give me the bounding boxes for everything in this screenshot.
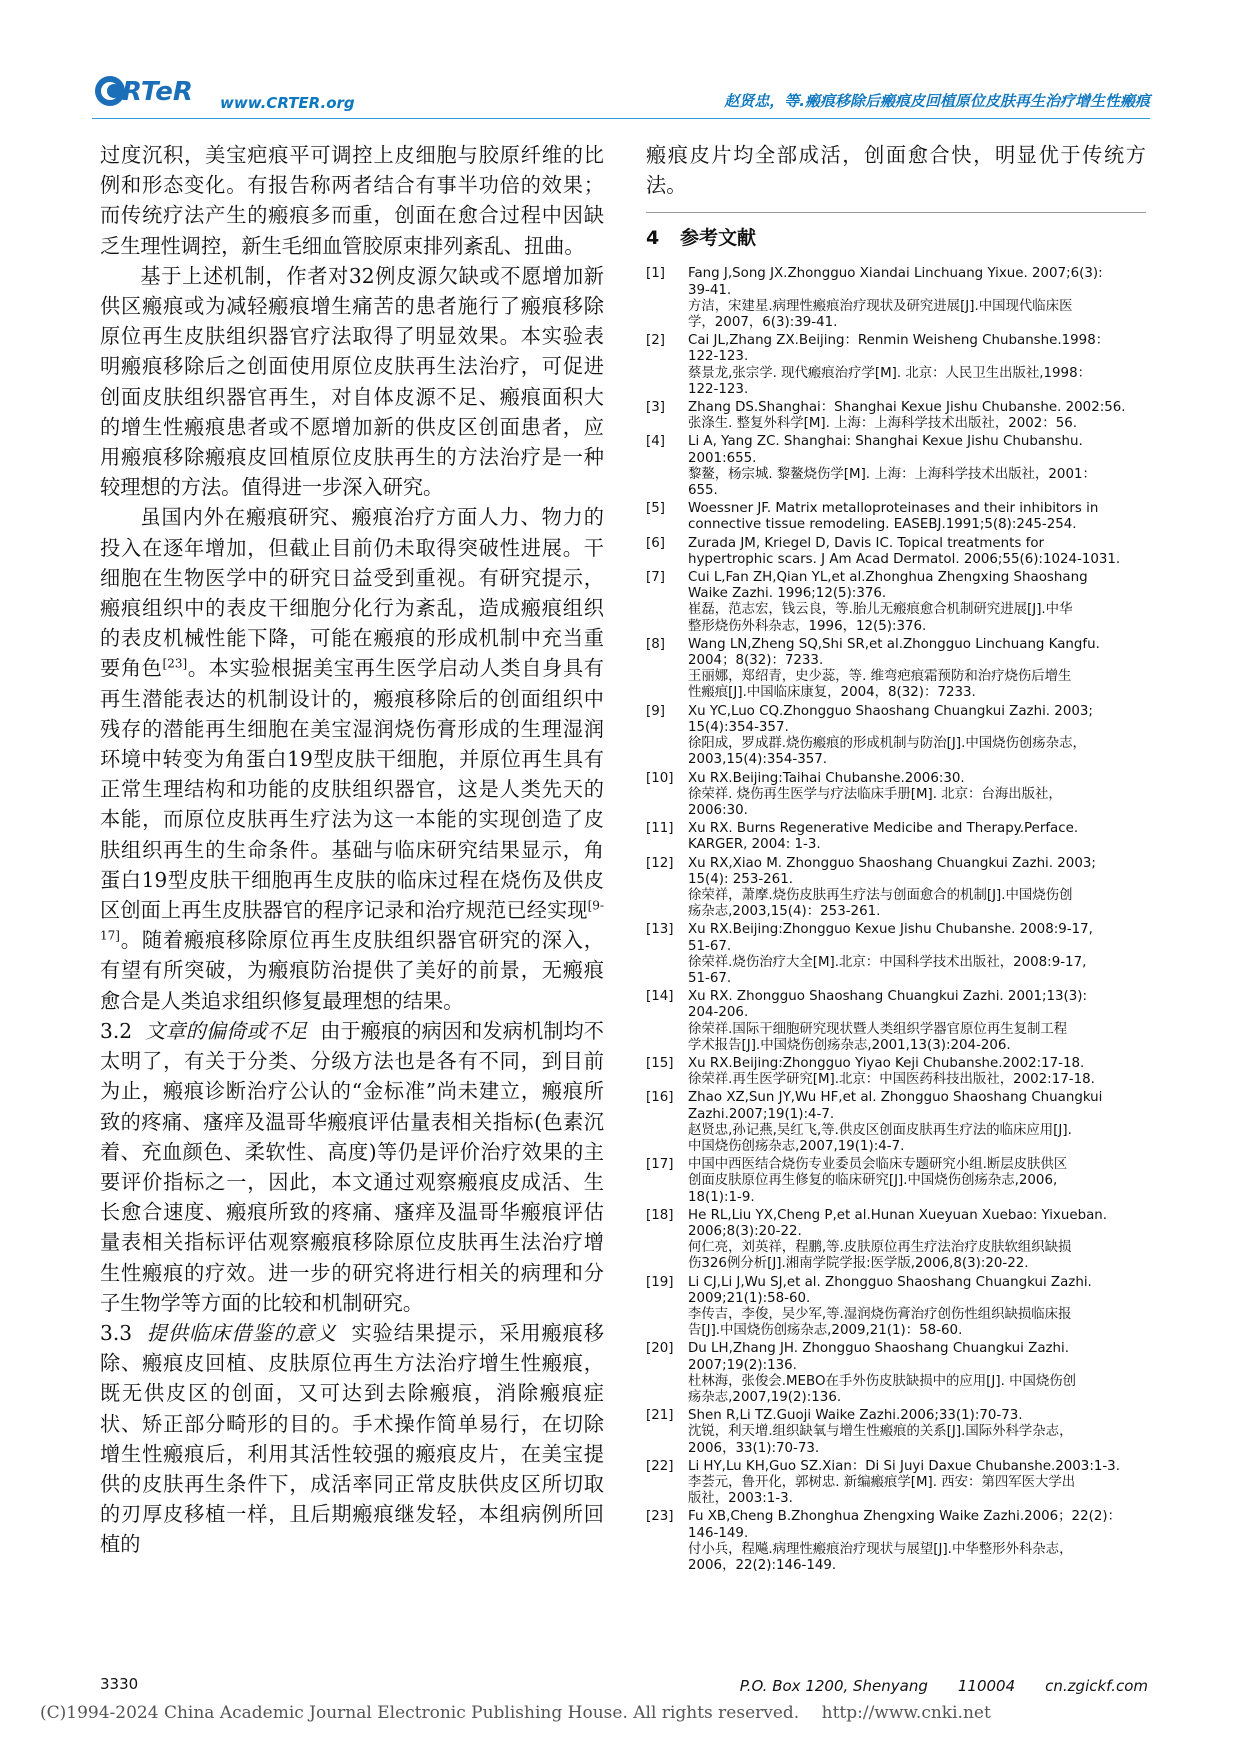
reference-number: [12] [646,855,674,871]
reference-number: [11] [646,821,674,837]
reference-number: [1] [646,266,665,282]
reference-number: [21] [646,1408,674,1424]
reference-number: [23] [646,1509,674,1525]
reference-item [646,922,1146,987]
reference-item [646,536,1146,568]
section-title: 提供临床借鉴的意义 [146,1320,337,1345]
reference-item [646,1509,1146,1574]
reference-number: [3] [646,400,665,416]
reference-text: Wang LN,Zheng SQ,Shi SR,et al.Zhongguo Linchuang Kangfu. 2004；8(32)：7233. 王丽娜，郑绍青，史少蕊，等. 维弯疤痕霜预防和治疗烧伤后增生 性瘢痕[J].中国临床康复，2004，8(32)：7233. [688,636,1100,701]
citation: [23] [162,656,188,671]
reference-number: [18] [646,1207,674,1223]
reference-text: Shen R,Li TZ.Guoji Waike Zazhi.2006;33(1):70-73. 沈锐，利天增.组织缺氧与增生性瘢痕的关系[J].国际外科学杂志， 2006，33(1):70-73. [688,1408,1073,1456]
paragraph: 过度沉积，美宝疤痕平可调控上皮细胞与胶原纤维的比例和形态变化。有报告称两者结合有事半功倍的效果；而传统疗法产生的瘢痕多而重，创面在愈合过程中因缺乏生理性调控，新生毛细血管胶原束排列紊乱、扭曲。 [100,143,604,258]
reference-text: Fang J,Song JX.Zhongguo Xiandai Linchuang Yixue. 2007;6(3): 39-41. 方洁，宋建星.病理性瘢痕治疗现状及研究进展[J].中国现代临床医 学，2007，6(3):39-41. [688,266,1103,331]
reference-item [646,434,1146,499]
reference-number: [10] [646,770,674,786]
reference-text: Zhao XZ,Sun JY,Wu HF,et al. Zhongguo Shaoshang Chuangkui Zazhi.2007;19(1):4-7. 赵贤忠,孙记燕,吴红飞,等.供皮区创面皮肤再生疗法的临床应用[J]. 中国烧伤创疡杂志,2007,19(1):4-7. [688,1090,1103,1154]
site-url[interactable]: www.CRTER.org [220,94,355,112]
page-header [92,66,1150,119]
reference-text: Zurada JM, Kriegel D, Davis IC. Topical treatments for hypertrophic scars. J Am Acad Dermatol. 2006;55(6):1024-1031. [688,535,1121,567]
reference-number: [17] [646,1157,674,1173]
reference-text: Xu RX.Beijing:Zhongguo Kexue Jishu Chubanshe. 2008:9-17, 51-67. 徐荣祥.烧伤治疗大全[M].北京：中国科学技术出版社，2008:9-17, 51-67. [688,922,1093,986]
reference-text: Zhang DS.Shanghai：Shanghai Kexue Jishu Chubanshe. 2002:56. 张涤生. 整复外科学[M]. 上海：上海科学技术出版社，2002：56. [688,400,1126,432]
svg-text:RTeR: RTeR [122,77,193,107]
section-3-3: 3.3 提供临床借鉴的意义 实验结果提示，采用瘢痕移除、瘢痕皮回植、皮肤原位再生方法治疗增生性瘢痕，既无供皮区的创面，又可达到去除瘢痕，消除瘢痕症状、矫正部分畸形的目的。手术操作简单易行，在切除增生性瘢痕后，利用其活性较强的瘢痕皮片，在美宝提供的皮肤再生条件下，成活率同正常皮肤供皮区所切取的刃厚皮移植一样，且后期瘢痕继发轻，本组病例所回植的 [100,1320,604,1557]
reference-item [646,333,1146,398]
reference-text: 中国中西医结合烧伤专业委员会临床专题研究小组.断层皮肤供区 创面皮肤原位再生修复的临床研究[J].中国烧伤创疡杂志,2006, 18(1):1-9. [688,1157,1068,1205]
reference-item [646,1056,1146,1088]
reference-text: Fu XB,Cheng B.Zhonghua Zhengxing Waike Zazhi.2006；22(2)： 146-149. 付小兵，程飚.病理性瘢痕治疗现状与展望[J].中华整形外科杂志， 2006，22(2):146-149. [688,1509,1121,1574]
reference-item [646,1275,1146,1340]
reference-number: [4] [646,434,665,450]
page-number: 3330 [100,1675,139,1693]
reference-number: [19] [646,1274,674,1290]
crter-logo-icon [92,70,222,112]
paragraph: 瘢痕皮片均全部成活，创面愈合快，明显优于传统方法。 [646,143,1146,198]
section-title: 文章的偏倚或不足 [145,1018,308,1043]
paragraph: 基于上述机制，作者对32例皮源欠缺或不愿增加新供区瘢痕或为减轻瘢痕增生痛苦的患者施行了瘢痕移除原位再生皮肤组织器官疗法取得了明显效果。本实验表明瘢痕移除后之创面使用原位皮肤再生法治疗，可促进创面皮肤组织器官再生，对自体皮源不足、瘢痕面积大的增生性瘢痕患者或不愿增加新的供皮区创面患者，应用瘢痕移除瘢痕皮回植原位皮肤再生的方法治疗是一种较理想的方法。值得进一步深入研究。 [100,263,604,500]
reference-item [646,570,1146,635]
right-column [646,140,1146,1576]
reference-number: [16] [646,1090,674,1106]
section-3-2: 3.2 文章的偏倚或不足 由于瘢痕的病因和发病机制均不太明了，有关于分类、分级方法也是各有不同，到目前为止，瘢痕诊断治疗公认的“金标准”尚未建立，瘢痕所致的疼痛、瘙痒及温哥华瘢痕评估量表相关指标(色素沉着、充血颜色、柔软性、高度)等仍是评价治疗效果的主要评价指标之一，因此，本文通过观察瘢痕皮成活、生长愈合速度、瘢痕所致的疼痛、瘙痒及温哥华瘢痕评估量表相关指标评估观察瘢痕移除原位皮肤再生法治疗增生性瘢痕的疗效。进一步的研究将进行相关的病理和分子生物学等方面的比较和机制研究。 [100,1018,604,1315]
reference-number: [22] [646,1458,674,1474]
reference-item [646,771,1146,820]
reference-number: [8] [646,636,665,652]
reference-text: Cui L,Fan ZH,Qian YL,et al.Zhonghua Zhengxing Shaoshang Waike Zazhi. 1996;12(5):376. 崔磊，范志宏，钱云良，等.胎儿无瘢痕愈合机制研究进展[J].中华 整形烧伤外科杂志，1996，12(5):376. [688,570,1088,634]
running-title: 赵贤忠，等.瘢痕移除后瘢痕皮回植原位皮肤再生治疗增生性瘢痕 [724,92,1150,110]
reference-item [646,1090,1146,1155]
reference-number: [9] [646,703,665,719]
reference-number: [5] [646,501,665,517]
reference-number: [13] [646,922,674,938]
reference-number: [7] [646,570,665,586]
paragraph: 虽国内外在瘢痕研究、瘢痕治疗方面人力、物力的投入在逐年增加，但截止目前仍未取得突破性进展。干细胞在生物医学中的研究日益受到重视。有研究提示，瘢痕组织中的表皮干细胞分化行为紊乱，造成瘢痕组织的表皮机械性能下降，可能在瘢痕的形成机制中充当重要角色[23]。本实验根据美宝再生医学启动人类自身具有再生潜能表达的机制设计的，瘢痕移除后的创面组织中残存的潜能再生细胞在美宝湿润烧伤膏形成的生理湿润环境中转变为角蛋白19型皮肤干细胞，并原位再生具有正常生理结构和功能的皮肤组织器官，这是人类先天的本能，而原位皮肤再生疗法为这一本能的实现创造了皮肤组织再生的生命条件。基础与临床研究结果显示，角蛋白19型皮肤干细胞再生皮肤的临床过程在烧伤及供皮区创面上再生皮肤器官的程序记录和治疗规范已经实现[9-17]。随着瘢痕移除原位再生皮肤组织器官研究的深入，有望有所突破，为瘢痕防治提供了美好的前景，无瘢痕愈合是人类追求组织修复最理想的结果。 [100,505,604,1013]
reference-text: Li A, Yang ZC. Shanghai: Shanghai Kexue Jishu Chubanshu. 2001:655. 黎鳌，杨宗城. 黎鳌烧伤学[M]. 上海：上海科学技术出版社，2001： 655. [688,434,1096,499]
left-column [100,140,604,1560]
reference-list [646,266,1146,1574]
reference-text: Li HY,Lu KH,Guo SZ.Xian：Di Si Juyi Daxue Chubanshe.2003:1-3. 李荟元，鲁开化，郭树忠. 新编瘢痕学[M]. 西安：第四军医大学出 版社，2003:1-3. [688,1458,1120,1507]
reference-text: Xu YC,Luo CQ.Zhongguo Shaoshang Chuangkui Zazhi. 2003; 15(4):354-357. 徐阳成，罗成群.烧伤瘢痕的形成机制与防治[J].中国烧伤创疡杂志， 2003,15(4):354-357. [688,703,1093,768]
reference-item [646,1157,1146,1206]
reference-item [646,989,1146,1054]
reference-item [646,1208,1146,1273]
reference-text: Xu RX. Burns Regenerative Medicibe and Therapy.Perface. KARGER, 2004: 1-3. [688,821,1079,853]
reference-text: Xu RX. Zhongguo Shaoshang Chuangkui Zazhi. 2001;13(3): 204-206. 徐荣祥.国际干细胞研究现状暨人类组织学器官原位再生复制工程 学术报告[J].中国烧伤创疡杂志,2001,13(3):204-206. [688,989,1088,1053]
reference-text: He RL,Liu YX,Cheng P,et al.Hunan Xueyuan Xuebao: Yixueban. 2006;8(3):20-22. 何仁亮，刘英祥，程鹏,等.皮肤原位再生疗法治疗皮肤软组织缺损 伤326例分析[J].湘南学院学报:医学版,2006,8(3):20-22. [688,1207,1108,1272]
reference-item [646,821,1146,853]
reference-number: [6] [646,535,665,551]
reference-item [646,266,1146,331]
copyright-notice: (C)1994-2024 China Academic Journal Electronic Publishing House. All rights reserved. http://www.cnki.net [40,1703,991,1723]
reference-text: Cai JL,Zhang ZX.Beijing：Renmin Weisheng Chubanshe.1998： 122-123. 蔡景龙,张宗学. 现代瘢痕治疗学[M]. 北京：人民卫生出版社,1998： 122-123. [688,333,1110,397]
divider [646,212,1146,213]
reference-item [646,1341,1146,1406]
reference-item [646,400,1146,432]
reference-item [646,856,1146,921]
citation: [9-17] [100,898,604,943]
reference-number: [2] [646,333,665,349]
reference-number: [20] [646,1341,674,1357]
reference-text: Xu RX.Beijing:Zhongguo Yiyao Keji Chubanshe.2002:17-18. 徐荣祥.再生医学研究[M].北京：中国医药科技出版社，2002:17-18. [688,1055,1095,1088]
references-heading: 4 参考文献 [646,227,757,250]
reference-text: Du LH,Zhang JH. Zhongguo Shaoshang Chuangkui Zazhi. 2007;19(2):136. 杜林海，张俊会.MEBO在手外伤皮肤缺损中的应用[J]. 中国烧伤创 疡杂志,2007,19(2):136. [688,1341,1077,1406]
reference-number: [14] [646,989,674,1005]
reference-text: Woessner JF. Matrix metalloproteinases and their inhibitors in connective tissue remodeling. EASEBJ.1991;5(8):245-254. [688,501,1099,533]
reference-text: Xu RX.Beijing:Taihai Chubanshe.2006:30. 徐荣祥. 烧伤再生医学与疗法临床手册[M]. 北京：台海出版社， 2006:30. [688,770,1062,818]
reference-item [646,1459,1146,1508]
reference-item [646,1408,1146,1457]
reference-number: [15] [646,1055,674,1071]
reference-item [646,637,1146,702]
reference-text: Li CJ,Li J,Wu SJ,et al. Zhongguo Shaoshang Chuangkui Zazhi. 2009;21(1):58-60. 李传吉，李俊，吴少军,等.湿润烧伤膏治疗创伤性组织缺损临床报 告[J].中国烧伤创疡杂志,2009,21(1)：58-60. [688,1274,1092,1339]
footer-address: P.O. Box 1200, Shenyang 110004 cn.zgickf.com [739,1677,1148,1695]
reference-text: Xu RX,Xiao M. Zhongguo Shaoshang Chuangkui Zazhi. 2003; 15(4): 253-261. 徐荣祥，萧摩.烧伤皮肤再生疗法与创面愈合的机制[J].中国烧伤创 疡杂志,2003,15(4)：253-261. [688,855,1096,920]
reference-item [646,704,1146,769]
reference-item [646,501,1146,533]
